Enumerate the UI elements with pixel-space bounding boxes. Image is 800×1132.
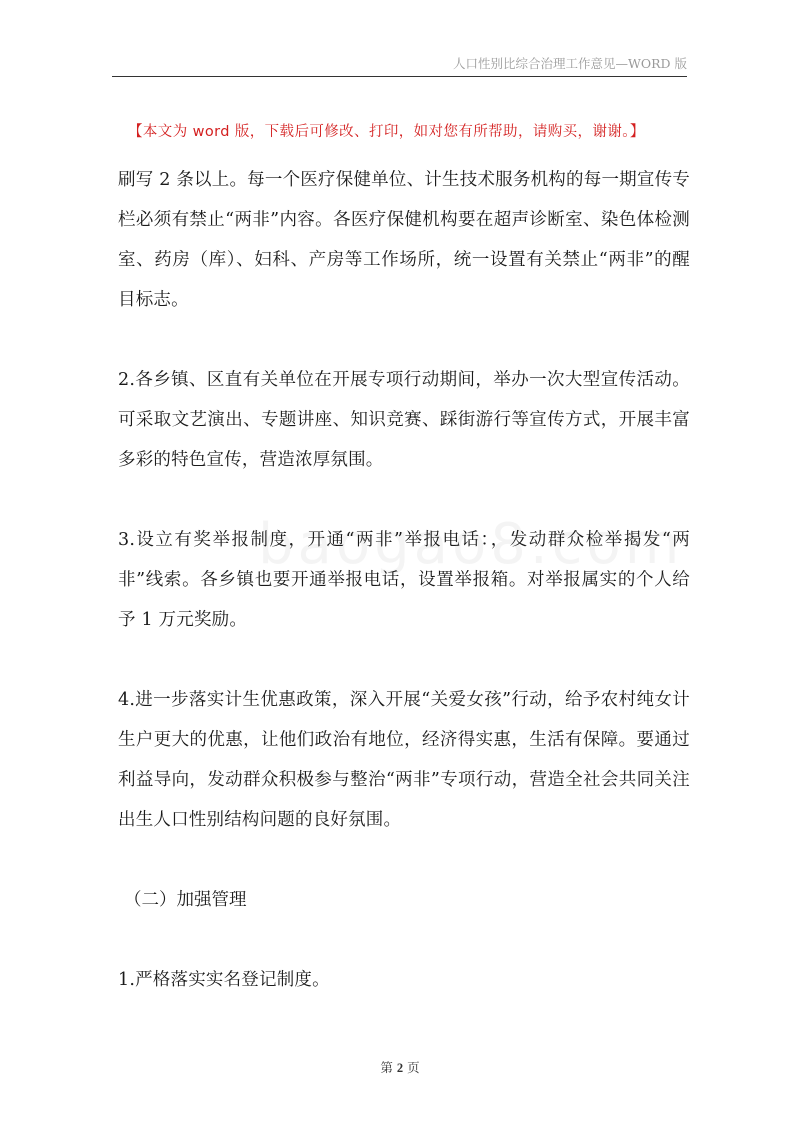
paragraph-item-1: 1.严格落实实名登记制度。 — [118, 970, 330, 990]
paragraph-item-4: 4.进一步落实计生优惠政策，深入开展“关爱女孩”行动，给予农村纯女计生户更大的优惠，让他们政治有地位，经济得实惠，生活有保障。要通过利益导向，发动群众积极参与整治“两非”专项行动，营造全社会共同关注出生人口性别结构问题的良好氛围。 — [118, 690, 690, 830]
page-number: 2 — [396, 1061, 404, 1075]
header-title: 人口性别比综合治理工作意见—WORD 版 — [452, 56, 687, 71]
footer-prefix: 第 — [380, 1060, 393, 1075]
document-body — [118, 160, 690, 1000]
paragraph-item-2: 2.各乡镇、区直有关单位在开展专项行动期间，举办一次大型宣传活动。可采取文艺演出、专题讲座、知识竞赛、踩街游行等宣传方式，开展丰富多彩的特色宣传，营造浓厚氛围。 — [118, 370, 690, 470]
purchase-notice: 【本文为 word 版，下载后可修改、打印，如对您有所帮助，请购买，谢谢。】 — [128, 124, 645, 140]
paragraph-continuation: 刷写 2 条以上。每一个医疗保健单位、计生技术服务机构的每一期宣传专栏必须有禁止“两非”内容。各医疗保健机构要在超声诊断室、染色体检测室、药房（库）、妇科、产房等工作场所，统一设置有关禁止“两非”的醒目标志。 — [118, 170, 690, 310]
page-header — [112, 52, 687, 77]
footer-suffix: 页 — [407, 1060, 420, 1075]
page-footer — [0, 1058, 800, 1076]
section-heading: （二）加强管理 — [124, 890, 247, 910]
paragraph-item-3: 3.设立有奖举报制度，开通“两非”举报电话：，发动群众检举揭发“两非”线索。各乡镇也要开通举报电话，设置举报箱。对举报属实的个人给予 1 万元奖励。 — [118, 530, 690, 630]
